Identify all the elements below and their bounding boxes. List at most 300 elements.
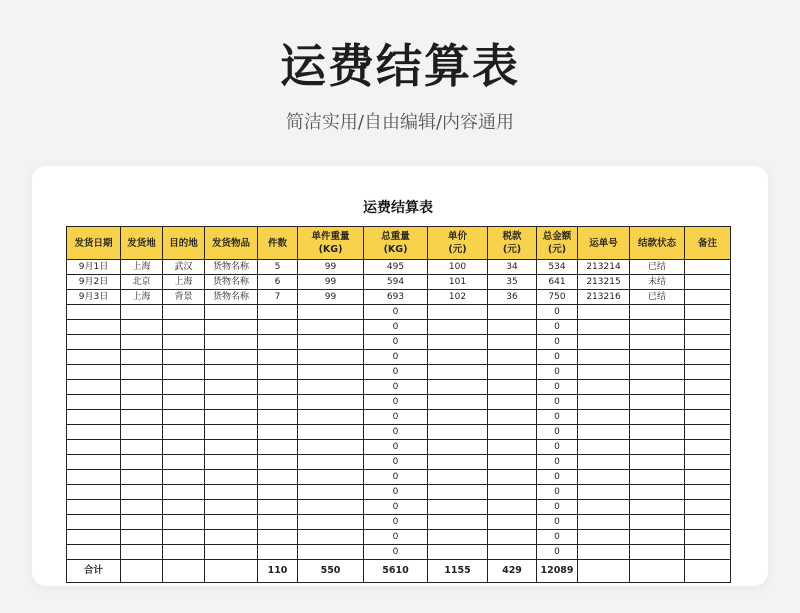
table-cell[interactable] [685,320,731,335]
table-cell[interactable]: 0 [364,395,428,410]
table-cell[interactable] [205,500,258,515]
table-cell[interactable] [630,500,685,515]
table-cell[interactable]: 9月3日 [67,290,121,305]
table-cell[interactable]: 102 [428,290,488,305]
table-cell[interactable]: 0 [537,485,578,500]
table-row [67,470,731,485]
table-cell[interactable] [428,335,488,350]
table-cell[interactable] [428,500,488,515]
table-cell[interactable] [630,440,685,455]
table-cell[interactable] [121,470,163,485]
table-cell[interactable] [428,305,488,320]
table-cell[interactable] [121,515,163,530]
table-cell[interactable] [630,530,685,545]
total-cell[interactable] [630,560,685,583]
table-cell[interactable] [488,425,537,440]
table-cell[interactable] [163,440,205,455]
table-cell[interactable] [258,305,298,320]
table-cell[interactable] [685,305,731,320]
freight-settlement-table [66,226,731,583]
table-cell[interactable] [428,365,488,380]
table-cell[interactable] [205,380,258,395]
table-cell[interactable] [298,500,364,515]
table-cell[interactable] [163,365,205,380]
table-cell[interactable] [630,545,685,560]
table-cell[interactable] [488,515,537,530]
table-cell[interactable]: 0 [537,470,578,485]
table-cell[interactable] [685,485,731,500]
column-header[interactable]: 总金额 (元) [537,227,578,260]
table-cell[interactable]: 100 [428,260,488,275]
table-cell[interactable] [205,485,258,500]
table-cell[interactable] [298,335,364,350]
table-row [67,335,731,350]
table-cell[interactable]: 34 [488,260,537,275]
table-cell[interactable] [258,530,298,545]
table-cell[interactable] [488,545,537,560]
table-row [67,290,731,305]
table-cell[interactable] [578,545,630,560]
table-cell[interactable] [298,350,364,365]
table-cell[interactable] [121,440,163,455]
table-cell[interactable] [67,395,121,410]
table-cell[interactable] [258,440,298,455]
table-cell[interactable] [121,500,163,515]
table-cell[interactable] [578,350,630,365]
page-subtitle: 简洁实用/自由编辑/内容通用 [285,112,515,133]
table-cell[interactable] [258,425,298,440]
table-cell[interactable]: 6 [258,275,298,290]
table-cell[interactable] [121,320,163,335]
table-cell[interactable] [685,335,731,350]
table-cell[interactable]: 货物名称 [205,275,258,290]
table-cell[interactable] [67,440,121,455]
table-cell[interactable] [205,305,258,320]
table-cell[interactable]: 534 [537,260,578,275]
table-cell[interactable] [630,335,685,350]
table-cell[interactable]: 0 [537,515,578,530]
table-cell[interactable] [258,410,298,425]
column-header[interactable]: 备注 [685,227,731,260]
table-cell[interactable] [488,530,537,545]
table-cell[interactable] [428,395,488,410]
table-cell[interactable] [685,290,731,305]
table-cell[interactable] [258,485,298,500]
total-cell[interactable] [205,560,258,583]
table-cell[interactable] [258,515,298,530]
table-cell[interactable]: 已结 [630,290,685,305]
table-cell[interactable] [121,380,163,395]
table-cell[interactable] [67,380,121,395]
table-cell[interactable] [630,470,685,485]
table-cell[interactable]: 武汉 [163,260,205,275]
table-cell[interactable] [428,470,488,485]
table-cell[interactable] [258,395,298,410]
table-cell[interactable] [488,350,537,365]
table-cell[interactable]: 0 [364,410,428,425]
table-cell[interactable]: 0 [537,410,578,425]
table-cell[interactable] [298,545,364,560]
table-cell[interactable]: 5 [258,260,298,275]
table-cell[interactable]: 0 [364,305,428,320]
table-cell[interactable] [428,320,488,335]
total-cell[interactable]: 5610 [364,560,428,583]
table-cell[interactable] [630,425,685,440]
table-cell[interactable] [67,320,121,335]
table-cell[interactable]: 0 [537,365,578,380]
total-cell[interactable] [685,560,731,583]
table-cell[interactable] [578,380,630,395]
column-header[interactable]: 结款状态 [630,227,685,260]
table-cell[interactable] [205,350,258,365]
table-cell[interactable] [578,425,630,440]
table-cell[interactable] [298,395,364,410]
total-cell[interactable]: 1155 [428,560,488,583]
table-cell[interactable] [258,545,298,560]
table-cell[interactable] [205,335,258,350]
column-header[interactable]: 税款 (元) [488,227,537,260]
table-cell[interactable] [685,455,731,470]
table-row [67,530,731,545]
total-cell[interactable] [578,560,630,583]
table-cell[interactable] [488,410,537,425]
table-cell[interactable] [578,500,630,515]
table-cell[interactable] [685,380,731,395]
table-cell[interactable] [685,515,731,530]
table-cell[interactable] [488,470,537,485]
table-cell[interactable] [428,485,488,500]
column-header[interactable]: 件数 [258,227,298,260]
table-cell[interactable] [428,380,488,395]
table-cell[interactable] [578,395,630,410]
column-header[interactable]: 发货地 [121,227,163,260]
table-cell[interactable]: 货物名称 [205,260,258,275]
table-cell[interactable] [488,440,537,455]
table-cell[interactable] [630,380,685,395]
table-cell[interactable] [67,305,121,320]
table-cell[interactable] [163,320,205,335]
table-cell[interactable] [298,410,364,425]
table-cell[interactable] [163,395,205,410]
table-cell[interactable] [578,305,630,320]
column-header[interactable]: 目的地 [163,227,205,260]
table-cell[interactable]: 0 [364,425,428,440]
table-cell[interactable]: 0 [364,500,428,515]
table-cell[interactable]: 0 [364,515,428,530]
table-cell[interactable]: 213215 [578,275,630,290]
column-header[interactable]: 运单号 [578,227,630,260]
table-cell[interactable] [121,395,163,410]
table-cell[interactable]: 7 [258,290,298,305]
table-cell[interactable]: 0 [537,545,578,560]
table-cell[interactable] [488,335,537,350]
table-cell[interactable] [630,320,685,335]
table-cell[interactable] [685,500,731,515]
table-cell[interactable]: 0 [537,500,578,515]
table-cell[interactable]: 0 [537,305,578,320]
table-cell[interactable] [121,485,163,500]
table-cell[interactable] [298,320,364,335]
table-cell[interactable] [163,380,205,395]
table-cell[interactable] [163,410,205,425]
table-cell[interactable] [205,470,258,485]
table-cell[interactable] [488,395,537,410]
table-cell[interactable] [258,470,298,485]
table-cell[interactable]: 0 [364,530,428,545]
table-cell[interactable] [67,485,121,500]
table-cell[interactable] [258,365,298,380]
table-cell[interactable] [428,530,488,545]
sheet-card [32,166,768,586]
table-cell[interactable] [163,530,205,545]
table-cell[interactable]: 已结 [630,260,685,275]
table-cell[interactable] [630,395,685,410]
column-header[interactable]: 总重量 (KG) [364,227,428,260]
table-cell[interactable] [258,350,298,365]
table-cell[interactable]: 99 [298,260,364,275]
table-cell[interactable] [121,410,163,425]
table-cell[interactable] [298,425,364,440]
table-cell[interactable]: 0 [364,365,428,380]
table-cell[interactable]: 0 [364,320,428,335]
table-cell[interactable] [578,485,630,500]
table-cell[interactable] [205,365,258,380]
table-cell[interactable] [205,425,258,440]
table-cell[interactable] [298,470,364,485]
table-cell[interactable]: 0 [364,545,428,560]
table-cell[interactable]: 0 [537,335,578,350]
table-cell[interactable] [578,365,630,380]
table-cell[interactable] [163,470,205,485]
table-cell[interactable] [205,320,258,335]
table-cell[interactable] [121,335,163,350]
table-cell[interactable] [67,365,121,380]
table-cell[interactable] [163,425,205,440]
table-cell[interactable]: 0 [364,335,428,350]
table-cell[interactable]: 0 [537,425,578,440]
table-cell[interactable] [258,335,298,350]
table-cell[interactable] [298,455,364,470]
table-cell[interactable]: 上海 [121,290,163,305]
table-cell[interactable] [298,365,364,380]
table-cell[interactable] [630,455,685,470]
table-cell[interactable]: 213216 [578,290,630,305]
table-cell[interactable] [67,455,121,470]
table-cell[interactable] [685,410,731,425]
table-cell[interactable]: 9月1日 [67,260,121,275]
table-cell[interactable] [298,485,364,500]
column-header[interactable]: 单价 (元) [428,227,488,260]
table-cell[interactable] [121,425,163,440]
table-cell[interactable] [163,305,205,320]
table-cell[interactable]: 36 [488,290,537,305]
table-cell[interactable] [428,545,488,560]
table-cell[interactable] [67,410,121,425]
table-cell[interactable] [163,485,205,500]
table-row [67,500,731,515]
table-cell[interactable] [428,410,488,425]
table-cell[interactable]: 0 [537,380,578,395]
table-cell[interactable] [67,515,121,530]
column-header[interactable]: 单件重量 (KG) [298,227,364,260]
table-cell[interactable] [630,515,685,530]
total-cell[interactable]: 12089 [537,560,578,583]
table-cell[interactable] [298,305,364,320]
table-cell[interactable]: 背景 [163,290,205,305]
table-cell[interactable]: 0 [364,455,428,470]
table-cell[interactable]: 35 [488,275,537,290]
table-cell[interactable]: 99 [298,290,364,305]
table-cell[interactable]: 0 [537,530,578,545]
table-cell[interactable] [121,530,163,545]
column-header[interactable]: 发货日期 [67,227,121,260]
table-row [67,305,731,320]
table-cell[interactable] [163,455,205,470]
table-cell[interactable] [163,335,205,350]
table-cell[interactable] [205,530,258,545]
table-cell[interactable] [578,470,630,485]
table-cell[interactable] [163,545,205,560]
table-cell[interactable] [578,515,630,530]
table-cell[interactable] [258,500,298,515]
table-cell[interactable] [630,365,685,380]
table-cell[interactable] [428,515,488,530]
table-cell[interactable]: 9月2日 [67,275,121,290]
total-cell[interactable]: 550 [298,560,364,583]
table-cell[interactable] [205,545,258,560]
table-cell[interactable]: 213214 [578,260,630,275]
table-cell[interactable] [258,380,298,395]
column-header[interactable]: 发货物品 [205,227,258,260]
table-cell[interactable]: 495 [364,260,428,275]
table-cell[interactable] [67,470,121,485]
table-cell[interactable]: 上海 [121,260,163,275]
table-row [67,395,731,410]
table-cell[interactable] [298,380,364,395]
table-cell[interactable] [163,515,205,530]
table-cell[interactable]: 0 [364,470,428,485]
table-cell[interactable] [488,485,537,500]
table-cell[interactable] [630,410,685,425]
table-cell[interactable] [205,515,258,530]
table-cell[interactable] [630,350,685,365]
table-cell[interactable] [67,425,121,440]
table-cell[interactable] [685,395,731,410]
table-cell[interactable] [488,455,537,470]
table-cell[interactable] [488,500,537,515]
table-cell[interactable]: 594 [364,275,428,290]
table-cell[interactable] [205,410,258,425]
total-cell[interactable]: 合计 [67,560,121,583]
table-cell[interactable] [488,365,537,380]
table-cell[interactable] [578,320,630,335]
table-cell[interactable] [630,485,685,500]
table-cell[interactable] [578,410,630,425]
total-cell[interactable] [163,560,205,583]
table-cell[interactable]: 0 [364,485,428,500]
table-cell[interactable] [685,425,731,440]
table-cell[interactable] [685,530,731,545]
table-cell[interactable] [578,335,630,350]
table-cell[interactable]: 99 [298,275,364,290]
table-cell[interactable] [67,335,121,350]
table-cell[interactable] [488,320,537,335]
table-cell[interactable]: 750 [537,290,578,305]
table-cell[interactable] [163,500,205,515]
table-cell[interactable] [298,440,364,455]
table-cell[interactable] [67,530,121,545]
table-cell[interactable] [121,455,163,470]
table-cell[interactable] [685,545,731,560]
table-cell[interactable] [121,350,163,365]
table-cell[interactable]: 0 [537,320,578,335]
total-cell[interactable] [121,560,163,583]
table-cell[interactable] [578,455,630,470]
table-cell[interactable] [298,530,364,545]
table-cell[interactable]: 0 [537,395,578,410]
table-cell[interactable] [67,500,121,515]
table-cell[interactable]: 641 [537,275,578,290]
table-cell[interactable]: 上海 [163,275,205,290]
table-cell[interactable] [298,515,364,530]
table-cell[interactable] [121,545,163,560]
table-cell[interactable] [685,470,731,485]
table-cell[interactable] [428,440,488,455]
table-cell[interactable] [685,275,731,290]
table-cell[interactable] [258,320,298,335]
table-cell[interactable] [205,395,258,410]
table-cell[interactable] [488,380,537,395]
table-cell[interactable] [630,305,685,320]
table-cell[interactable]: 北京 [121,275,163,290]
table-row [67,380,731,395]
table-cell[interactable] [685,365,731,380]
total-cell[interactable]: 429 [488,560,537,583]
table-cell[interactable] [67,545,121,560]
table-cell[interactable]: 未结 [630,275,685,290]
table-row [67,515,731,530]
table-cell[interactable]: 0 [364,440,428,455]
total-cell[interactable]: 110 [258,560,298,583]
table-cell[interactable]: 货物名称 [205,290,258,305]
table-row [67,410,731,425]
table-cell[interactable] [578,440,630,455]
table-cell[interactable] [205,440,258,455]
table-cell[interactable] [428,455,488,470]
table-cell[interactable] [685,440,731,455]
table-cell[interactable]: 693 [364,290,428,305]
table-row [67,365,731,380]
table-cell[interactable] [67,350,121,365]
table-cell[interactable] [488,305,537,320]
table-cell[interactable]: 0 [537,350,578,365]
table-cell[interactable] [685,260,731,275]
table-cell[interactable]: 0 [364,380,428,395]
table-cell[interactable] [428,350,488,365]
table-cell[interactable]: 0 [364,350,428,365]
table-cell[interactable] [121,305,163,320]
table-cell[interactable] [685,350,731,365]
table-cell[interactable]: 0 [537,455,578,470]
table-cell[interactable] [428,425,488,440]
table-cell[interactable] [258,455,298,470]
table-cell[interactable] [205,455,258,470]
table-cell[interactable]: 0 [537,440,578,455]
table-cell[interactable]: 101 [428,275,488,290]
table-cell[interactable] [121,365,163,380]
table-cell[interactable] [163,350,205,365]
table-cell[interactable] [578,530,630,545]
